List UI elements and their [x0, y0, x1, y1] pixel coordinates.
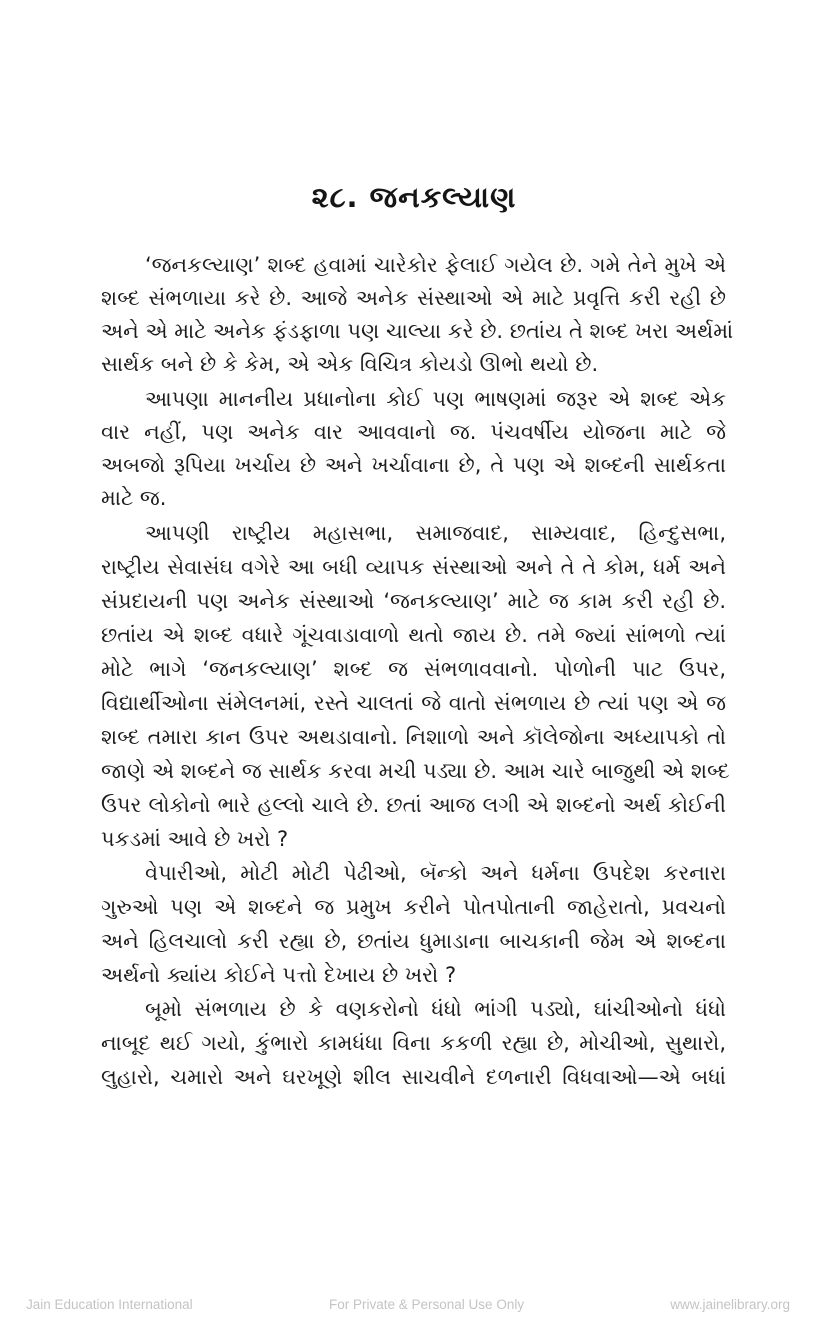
paragraph-4-line-4: અર્થનો ક્યાંય કોઈને પત્તો દેખાય છે ખરો ?: [101, 963, 457, 987]
paragraph-5-line-2: નાબૂદ થઈ ગયો, કુંભારો કામધંધા વિના કકળી રહ્યા છે, મોચીઓ, સુથારો,: [101, 1031, 726, 1055]
paragraph-4-line-2: ગુરુઓ પણ એ શબ્દને જ પ્રમુખ કરીને પોતપોતાની જાહેરાતો, પ્રવચનો: [101, 895, 726, 919]
paragraph-2-line-4: માટે જ.: [101, 486, 167, 510]
paragraph-1-line-4: સાર્થક બને છે કે કેમ, એ એક વિચિત્ર કોયડો ઊભો થયો છે.: [101, 352, 599, 376]
paragraph-3-line-3: સંપ્રદાયની પણ અનેક સંસ્થાઓ ‘જનકલ્યાણ’ માટે જ કામ કરી રહી છે.: [101, 589, 726, 613]
paragraph-3-line-5: મોટે ભાગે ‘જનકલ્યાણ’ શબ્દ જ સંભળાવવાનો. પોળોની પાટ ઉપર,: [101, 657, 726, 681]
paragraph-4-line-1: વેપારીઓ, મોટી મોટી પેઢીઓ, બૅન્કો અને ધર્મના ઉપદેશ કરનારા: [145, 861, 726, 885]
paragraph-3-line-4: છતાંય એ શબ્દ વધારે ગૂંચવાડાવાળો થતો જાય છે. તમે જ્યાં સાંભળો ત્યાં: [101, 623, 726, 647]
paragraph-1-line-2: શબ્દ સંભળાયા કરે છે. આજે અનેક સંસ્થાઓ એ માટે પ્રવૃત્તિ કરી રહી છે: [101, 286, 726, 310]
footer-publisher: Jain Education International: [26, 1297, 193, 1312]
chapter-title: ૨૮. જનકલ્યાણ: [311, 180, 517, 214]
paragraph-1-line-1: ‘જનકલ્યાણ’ શબ્દ હવામાં ચારેકોર ફેલાઈ ગયેલ છે. ગમે તેને મુખે એ: [145, 253, 726, 277]
paragraph-3-line-1: આપણી રાષ્ટ્રીય મહાસભા, સમાજવાદ, સામ્યવાદ, હિન્દુસભા,: [145, 521, 726, 545]
paragraph-3-line-8: જાણે એ શબ્દને જ સાર્થક કરવા મચી પડ્યા છે. આમ ચારે બાજુથી એ શબ્દ: [101, 759, 730, 783]
paragraph-3-line-9: ઉપર લોકોનો ભારે હલ્લો ચાલે છે. છતાં આજ લગી એ શબ્દનો અર્થ કોઈની: [101, 793, 726, 817]
paragraph-3-line-6: વિદ્યાર્થીઓના સંમેલનમાં, રસ્તે ચાલતાં જે વાતો સંભળાય છે ત્યાં પણ એ જ: [101, 691, 726, 715]
paragraph-2-line-1: આપણા માનનીય પ્રધાનોના કોઈ પણ ભાષણમાં જરૂર એ શબ્દ એક: [145, 387, 726, 411]
paragraph-2-line-3: અબજો રૂપિયા ખર્ચાય છે અને ખર્ચાવાના છે, તે પણ એ શબ્દની સાર્થકતા: [101, 453, 726, 477]
paragraph-4-line-3: અને હિલચાલો કરી રહ્યા છે, છતાંય ધુમાડાના બાચકાની જેમ એ શબ્દના: [101, 929, 726, 953]
paragraph-3-line-10: પકડમાં આવે છે ખરો ?: [101, 827, 289, 851]
paragraph-3-line-7: શબ્દ તમારા કાન ઉપર અથડાવાનો. નિશાળો અને કૉલેજોના અધ્યાપકો તો: [101, 725, 726, 749]
paragraph-3-line-2: રાષ્ટ્રીય સેવાસંઘ વગેરે આ બધી વ્યાપક સંસ્થાઓ અને તે તે કોમ, ધર્મ અને: [101, 555, 726, 579]
paragraph-5-line-1: બૂમો સંભળાય છે કે વણકરોનો ધંધો ભાંગી પડ્યો, ઘાંચીઓનો ધંધો: [145, 997, 726, 1021]
paragraph-1-line-3: અને એ માટે અનેક ફંડફાળા પણ ચાલ્યા કરે છે. છતાંય તે શબ્દ ખરા અર્થમાં: [101, 319, 734, 343]
footer-website-link[interactable]: www.jainelibrary.org: [670, 1297, 790, 1312]
paragraph-5-line-3: લુહારો, ચમારો અને ઘરખૂણે શીલ સાચવીને દળનારી વિધવાઓ—એ બધાં: [101, 1065, 726, 1089]
paragraph-2-line-2: વાર નહીં, પણ અનેક વાર આવવાનો જ. પંચવર્ષીય યોજના માટે જે: [101, 420, 726, 444]
footer-usage-notice: For Private & Personal Use Only: [329, 1297, 525, 1312]
